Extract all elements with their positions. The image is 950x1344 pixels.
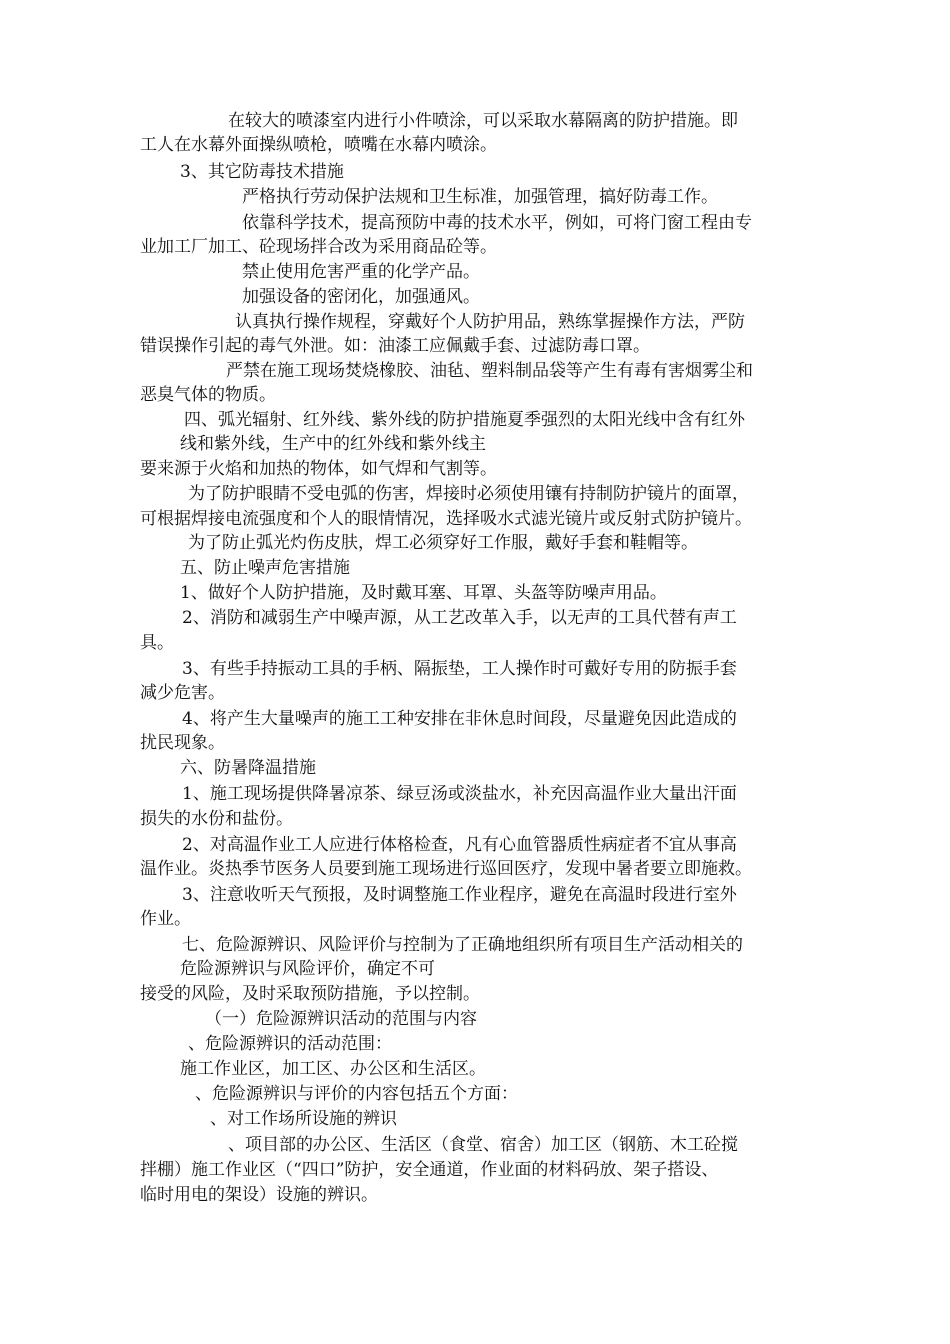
paragraph-line: 加强设备的密闭化，加强通风。	[242, 287, 480, 307]
paragraph-line: 3、有些手持振动工具的手柄、隔振垫，工人操作时可戴好专用的防振手套	[182, 659, 737, 679]
paragraph-line: 扰民现象。	[140, 733, 225, 753]
paragraph-line: 作业。	[140, 909, 191, 929]
paragraph-line: 具。	[140, 633, 174, 653]
paragraph-line: 临时用电的架设）设施的辨识。	[140, 1185, 378, 1205]
paragraph-line: 危险源辨识与风险评价，确定不可	[180, 959, 435, 979]
paragraph-line: 2、消防和减弱生产中噪声源，从工艺改革入手，以无声的工具代替有声工	[182, 608, 737, 628]
section-heading: 六、防暑降温措施	[180, 758, 316, 778]
paragraph-line: 1、施工现场提供降暑凉茶、绿豆汤或淡盐水，补充因高温作业大量出汗面	[182, 784, 737, 804]
paragraph-line: 、项目部的办公区、生活区（食堂、宿舍）加工区（钢筋、木工砼搅	[228, 1135, 738, 1155]
paragraph-line: 严格执行劳动保护法规和卫生标准，加强管理，搞好防毒工作。	[242, 187, 718, 207]
paragraph-line: 1、做好个人防护措施，及时戴耳塞、耳罩、头盔等防噪声用品。	[180, 583, 667, 603]
section-heading: 五、防止噪声危害措施	[180, 558, 350, 578]
paragraph-line: 业加工厂加工、砼现场拌合改为采用商品砼等。	[140, 237, 497, 257]
paragraph-line: 、对工作场所设施的辨识	[210, 1109, 397, 1129]
section-heading: 3、其它防毒技术措施	[180, 162, 344, 182]
paragraph-line: 认真执行操作规程，穿戴好个人防护用品，熟练掌握操作方法，严防	[235, 312, 745, 332]
paragraph-line: 为了防护眼睛不受电弧的伤害，焊接时必须使用镶有持制防护镜片的面罩，	[188, 484, 749, 504]
paragraph-line: 减少危害。	[140, 683, 225, 703]
paragraph-line: 4、将产生大量噪声的施工工种安排在非休息时间段，尽量避免因此造成的	[182, 709, 737, 729]
paragraph-line: 3、注意收听天气预报，及时调整施工作业程序，避免在高温时段进行室外	[182, 885, 737, 905]
paragraph-line: 接受的风险，及时采取预防措施，予以控制。	[140, 984, 480, 1004]
subsection-heading: （一）危险源辨识活动的范围与内容	[205, 1009, 477, 1029]
paragraph-line: 恶臭气体的物质。	[140, 385, 276, 405]
paragraph-line: 错误操作引起的毒气外泄。如：油漆工应佩戴手套、过滤防毒口罩。	[140, 336, 650, 356]
paragraph-line: 、危险源辨识的活动范围：	[188, 1034, 392, 1054]
paragraph-line: 工人在水幕外面操纵喷枪，喷嘴在水幕内喷涂。	[140, 135, 497, 155]
paragraph-line: 损失的水份和盐份。	[140, 809, 293, 829]
paragraph-line: 依靠科学技术，提高预防中毒的技术水平，例如，可将门窗工程由专	[242, 213, 752, 233]
paragraph-line: 拌棚）施工作业区（“四口”防护，安全通道，作业面的材料码放、架子搭设、	[140, 1160, 719, 1180]
paragraph-line: 温作业。炎热季节医务人员要到施工现场进行巡回医疗，发现中暑者要立即施救。	[140, 859, 752, 879]
paragraph-line: 2、对高温作业工人应进行体格检查，凡有心血管器质性病症者不宜从事高	[182, 835, 737, 855]
paragraph-line: 要来源于火焰和加热的物体，如气焊和气割等。	[140, 459, 497, 479]
section-heading: 四、弧光辐射、红外线、紫外线的防护措施夏季强烈的太阳光线中含有红外	[184, 410, 745, 430]
paragraph-line: 在较大的喷漆室内进行小件喷涂，可以采取水幕隔离的防护措施。即	[228, 111, 738, 131]
paragraph-line: 、危险源辨识与评价的内容包括五个方面：	[195, 1084, 518, 1104]
section-heading: 七、危险源辨识、风险评价与控制为了正确地组织所有项目生产活动相关的	[182, 935, 743, 955]
paragraph-line: 严禁在施工现场焚烧橡胶、油毡、塑料制品袋等产生有毒有害烟雾尘和	[226, 361, 753, 381]
paragraph-line: 线和紫外线，生产中的红外线和紫外线主	[180, 434, 486, 454]
paragraph-line: 为了防止弧光灼伤皮肤，焊工必须穿好工作服，戴好手套和鞋帽等。	[188, 533, 698, 553]
paragraph-line: 禁止使用危害严重的化学产品。	[242, 262, 480, 282]
paragraph-line: 施工作业区，加工区、办公区和生活区。	[180, 1059, 486, 1079]
paragraph-line: 可根据焊接电流强度和个人的眼情情况，选择吸水式滤光镜片或反射式防护镜片。	[140, 509, 752, 529]
